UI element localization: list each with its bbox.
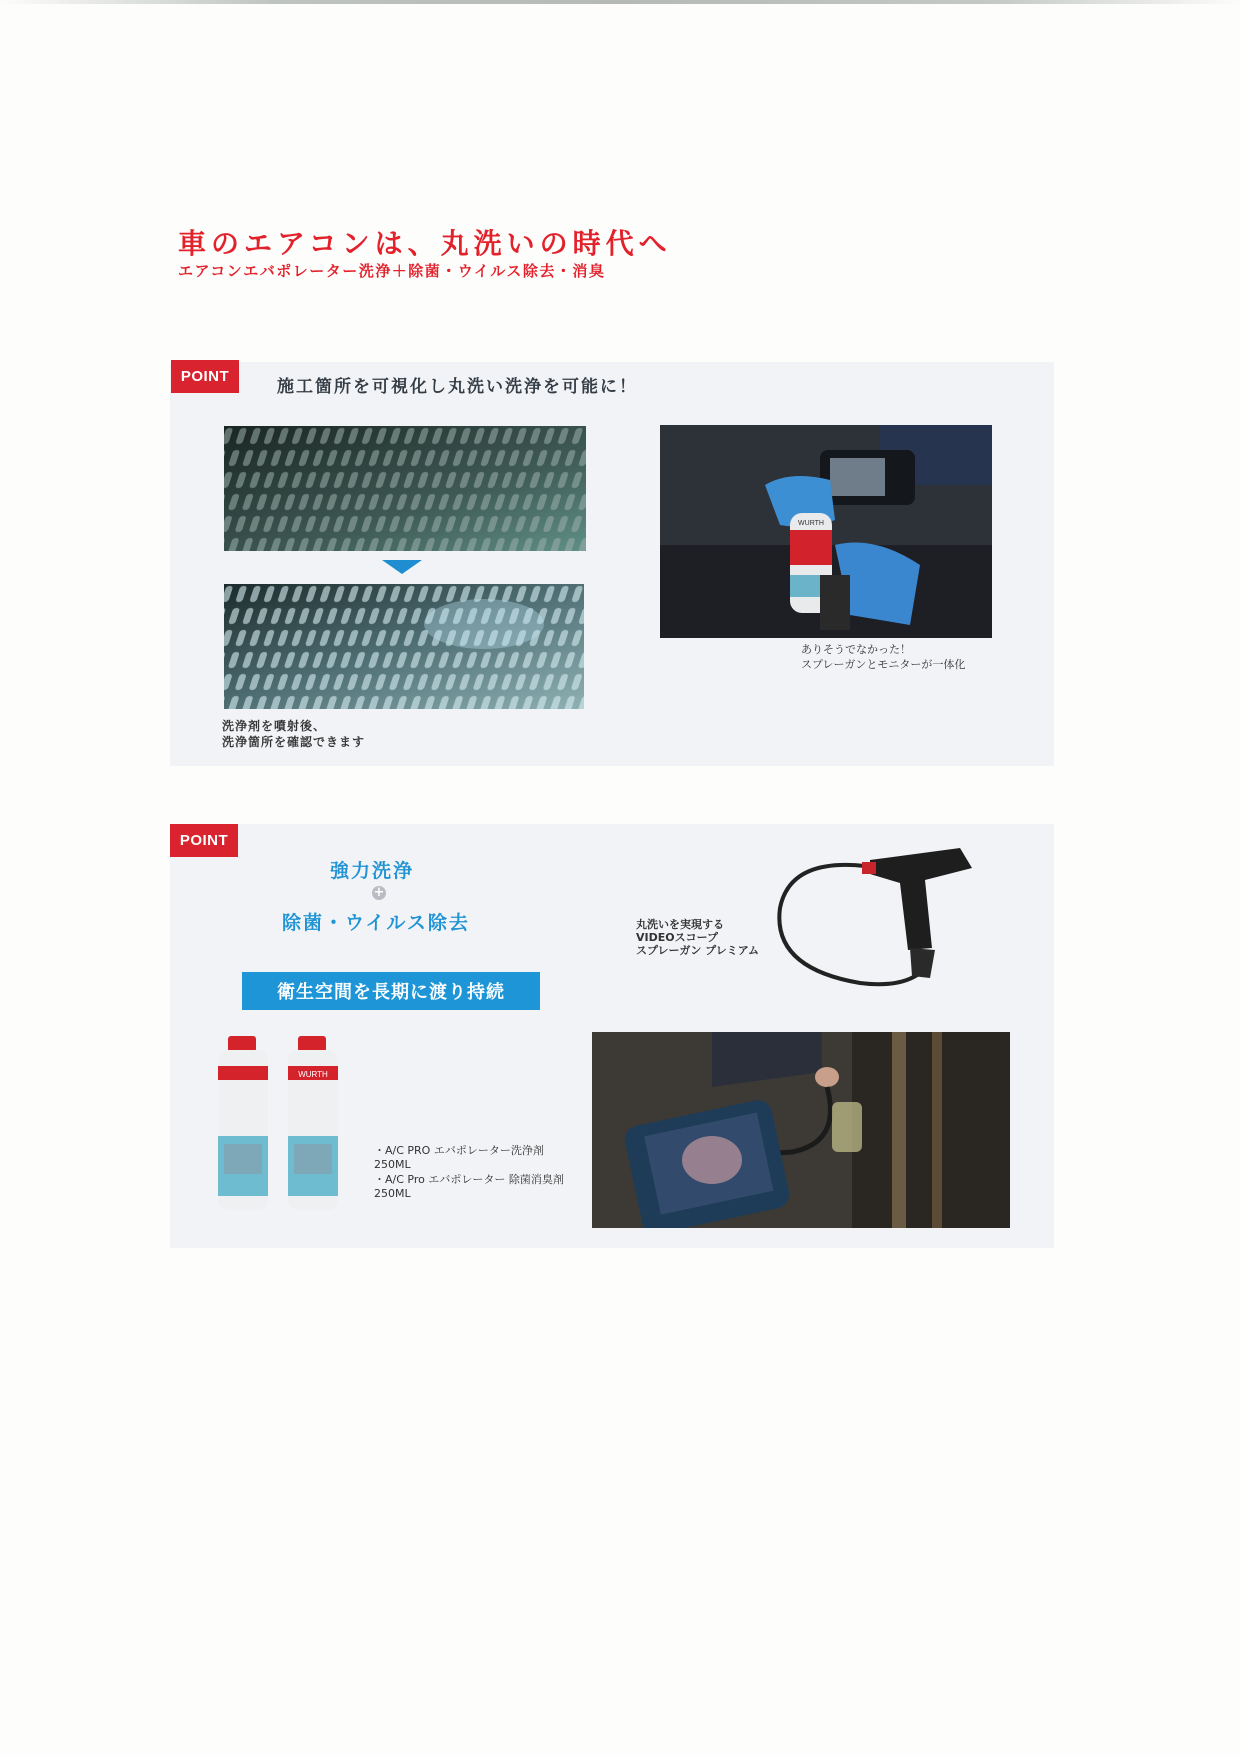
evaporator-before-photo: [224, 426, 586, 551]
scan-edge: [0, 0, 1240, 4]
down-arrow-icon: [382, 560, 422, 574]
plus-icon: +: [373, 885, 385, 900]
point-section-1: [170, 362, 1054, 766]
product-bottles-image: [214, 1036, 344, 1212]
spray-gun-image: [750, 838, 986, 1000]
bottle-brand: WURTH: [298, 1070, 328, 1079]
point-section-2: [170, 824, 1054, 1248]
spray-gun-caption: 丸洗いを実現する VIDEOスコープ スプレーガン プレミアム: [636, 918, 759, 957]
spray-gun-monitor-photo: [660, 425, 992, 638]
video-scope-in-use-photo: [592, 1032, 1010, 1228]
product-item: ・A/C Pro エバポレーター 除菌消臭剤 250ML: [374, 1173, 564, 1200]
device-brand: WURTH: [798, 520, 824, 527]
product-list: [374, 1144, 574, 1202]
caption-right: ありそうでなかった！ スプレーガンとモニターが一体化: [801, 643, 966, 671]
subhead: エアコンエバポレーター洗浄＋除菌・ウイルス除去・消臭: [178, 262, 606, 280]
sterilize-text: 除菌・ウイルス除去: [282, 912, 470, 934]
evaporator-after-photo: [224, 584, 584, 709]
hygiene-banner: 衛生空間を長期に渡り持続: [242, 972, 540, 1010]
caption-left: 洗浄剤を噴射後、 洗浄箇所を確認できます: [222, 719, 366, 749]
strong-cleaning-text: 強力洗浄: [330, 860, 415, 882]
point-title: 施工箇所を可視化し丸洗い洗浄を可能に！: [277, 377, 638, 397]
point-badge: POINT: [171, 360, 239, 393]
headline: 車のエアコンは、丸洗いの時代へ: [178, 227, 672, 260]
point-badge: POINT: [170, 824, 238, 857]
product-item: ・A/C PRO エバポレーター洗浄剤 250ML: [374, 1144, 544, 1171]
